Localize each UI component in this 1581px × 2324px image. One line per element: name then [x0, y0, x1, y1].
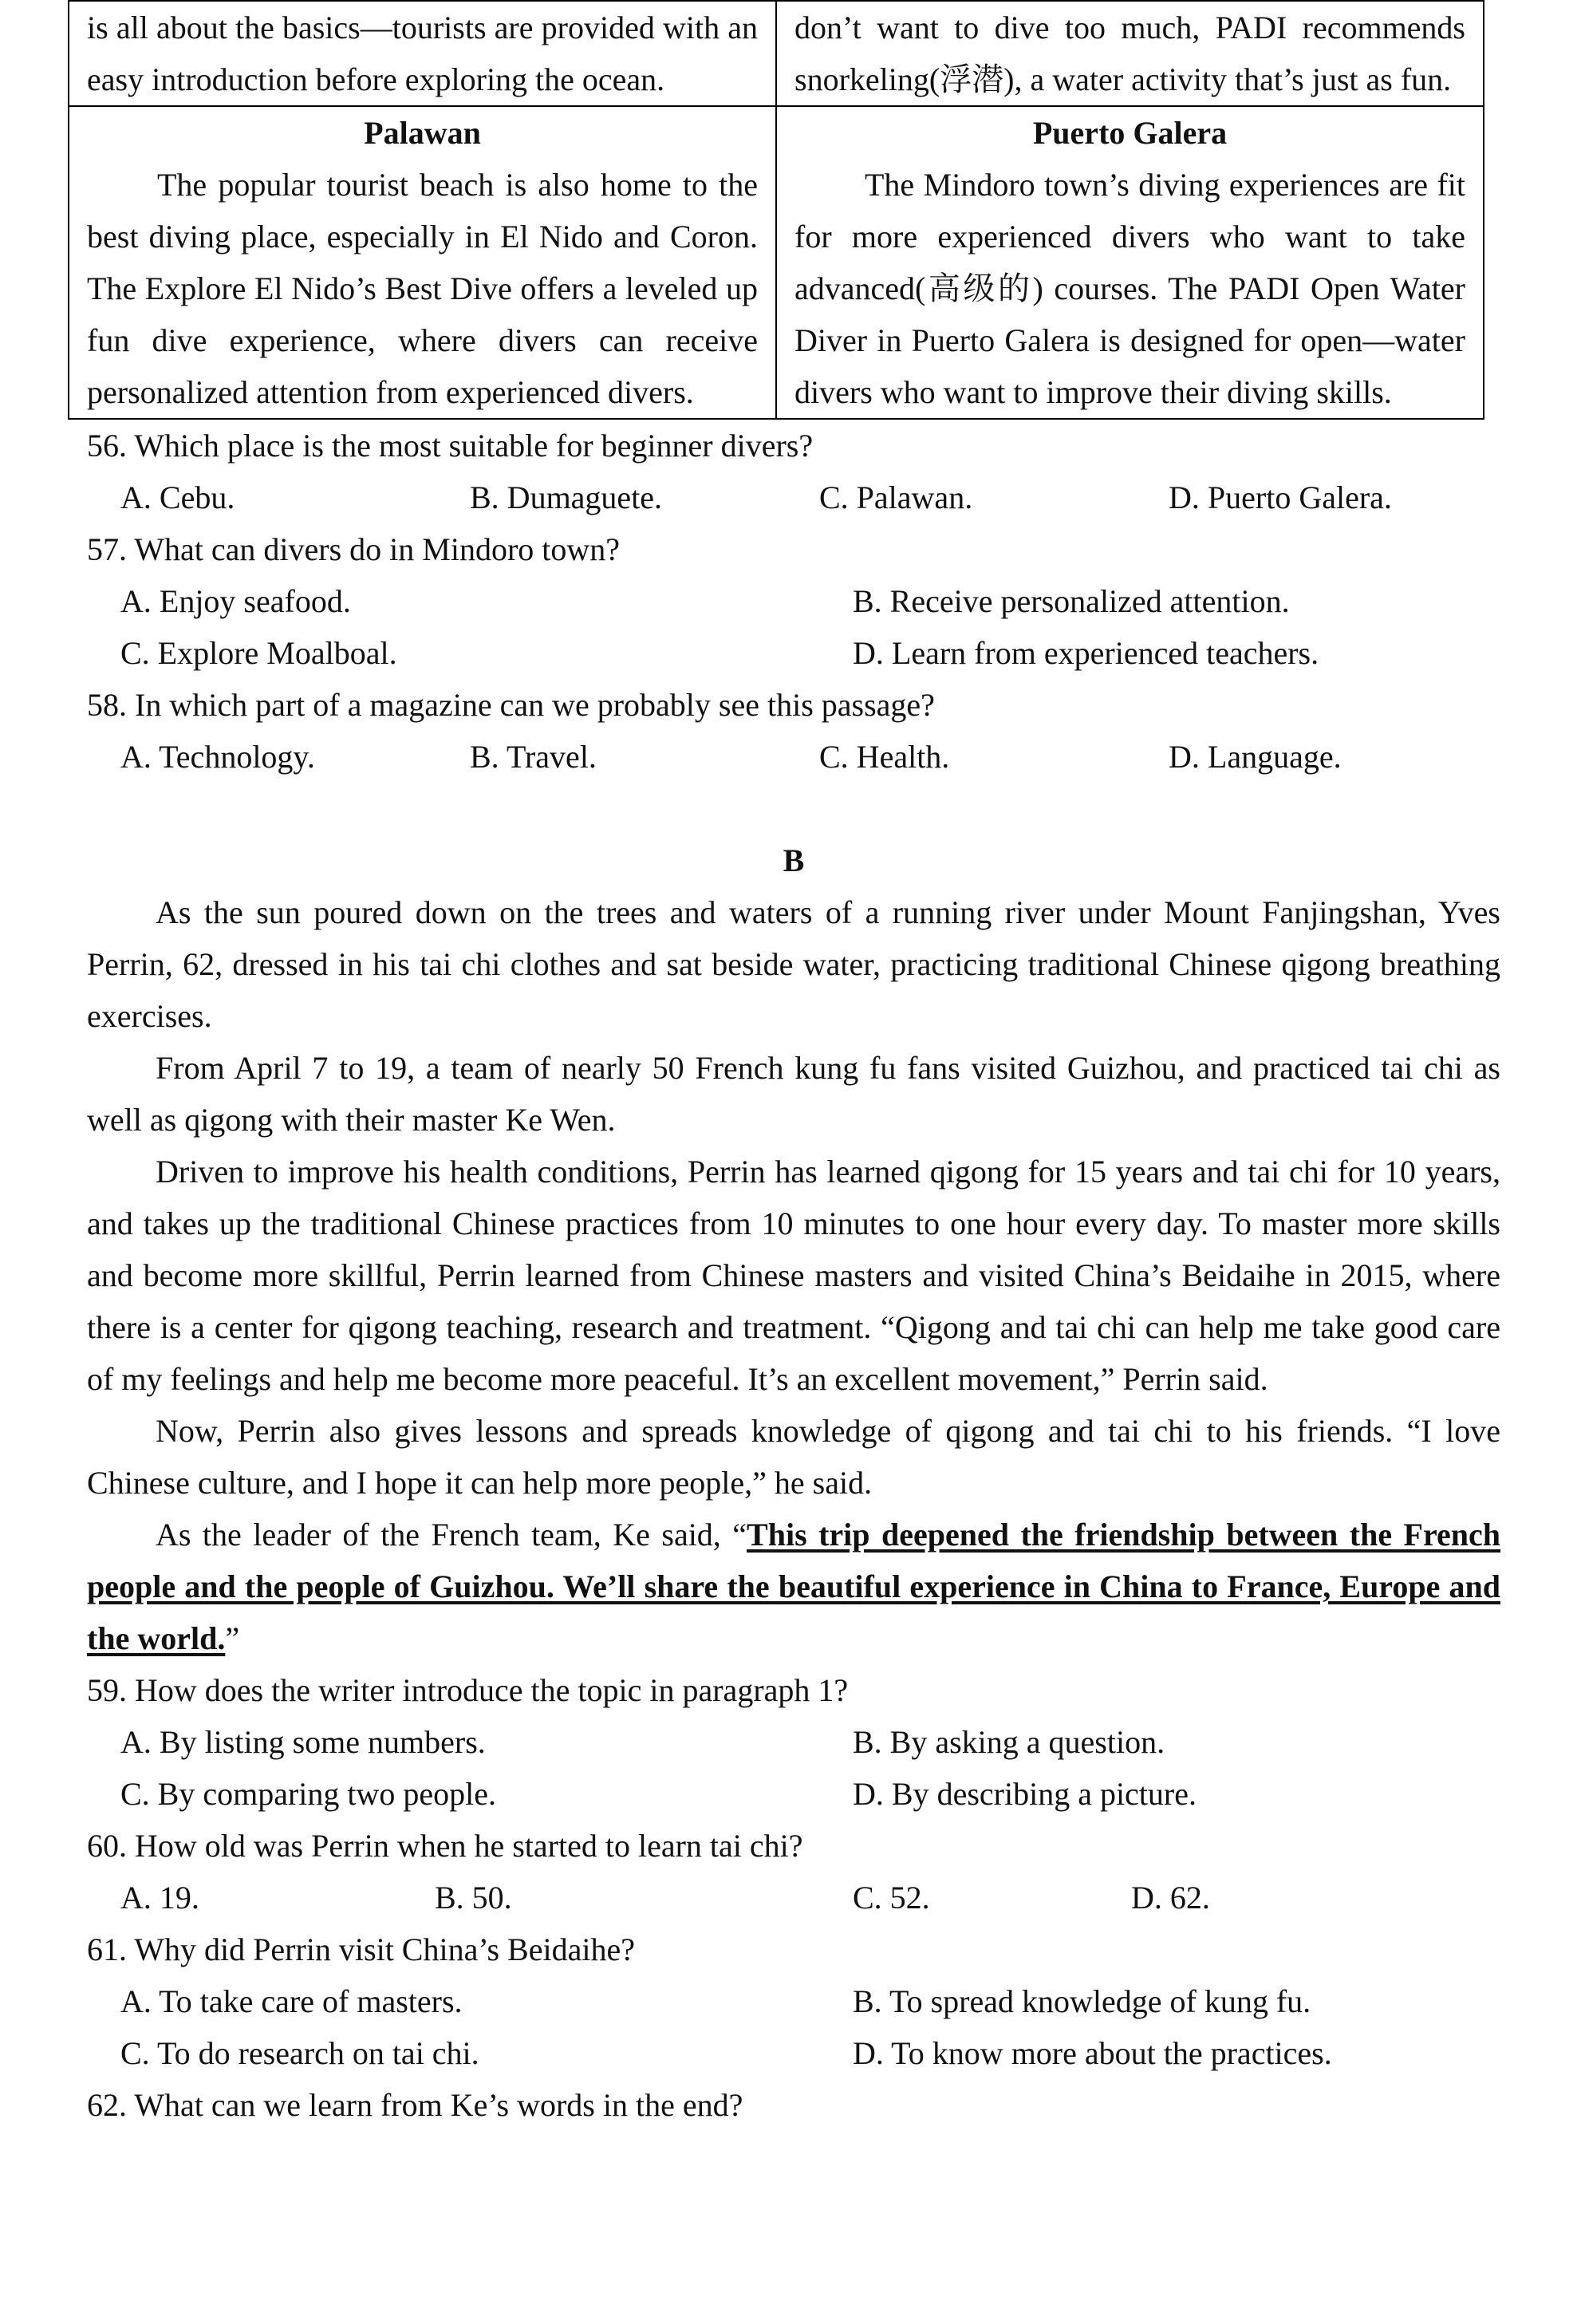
option-c: C. To do research on tai chi. [120, 2035, 479, 2071]
option-b: B. Receive personalized attention. [853, 583, 1290, 619]
option-b: B. Travel. [470, 739, 597, 775]
question-stem: 59. How does the writer introduce the topic in paragraph 1? [87, 1672, 849, 1708]
question-stem: 57. What can divers do in Mindoro town? [87, 531, 621, 567]
option-b: B. Dumaguete. [470, 479, 663, 515]
option-b: B. 50. [435, 1880, 512, 1916]
option-a: A. Cebu. [120, 479, 235, 515]
question-62 [68, 2079, 1520, 2131]
question-stem: 62. What can we learn from Ke’s words in the end? [87, 2087, 743, 2123]
option-d: D. Learn from experienced teachers. [853, 635, 1319, 671]
table-row [69, 1, 1484, 106]
table-cell-dumaguete-end: is all about the basics—tourists are provided with an easy introduction before exploring the ocean. [69, 1, 776, 106]
question-stem: 60. How old was Perrin when he started to learn tai chi? [87, 1828, 803, 1864]
options-row [68, 627, 1520, 679]
options-row [68, 731, 1520, 783]
question-61 [68, 1924, 1520, 2079]
options-row [68, 1872, 1520, 1924]
cell-title-palawan: Palawan [364, 115, 481, 151]
options-row [68, 1768, 1520, 1820]
option-b: B. By asking a question. [853, 1724, 1165, 1760]
options-row [68, 1975, 1520, 2027]
option-a: A. Technology. [120, 739, 315, 775]
option-a: A. By listing some numbers. [120, 1724, 486, 1760]
option-c: C. Palawan. [819, 479, 973, 515]
option-d: D. To know more about the practices. [853, 2035, 1332, 2071]
cell-title-puerto-galera: Puerto Galera [1032, 115, 1228, 151]
question-59 [68, 1664, 1520, 1820]
option-c: C. Health. [819, 739, 950, 775]
option-b: B. To spread knowledge of kung fu. [853, 1983, 1311, 2019]
question-stem: 61. Why did Perrin visit China’s Beidaihe? [87, 1931, 635, 1967]
option-d: D. 62. [1131, 1880, 1210, 1916]
table-cell-moalboal-end: don’t want to dive too much, PADI recommends snorkeling(浮潜), a water activity that’s just as fun. [776, 1, 1484, 106]
option-a: A. Enjoy seafood. [120, 583, 351, 619]
passage-paragraph-1: As the sun poured down on the trees and waters of a running river under Mount Fanjingshan, Yves Perrin, 62, dressed in his tai chi clothes and sat beside water, practicing traditional Chinese qigong breathing exercises. [87, 894, 1500, 1034]
option-c: C. 52. [853, 1880, 930, 1916]
question-60 [68, 1820, 1520, 1924]
cell-text-puerto-galera: The Mindoro town’s diving experiences are fit for more experienced divers who want to take advanced(高级的) courses. The PADI Open Water Diver in Puerto Galera is designed for open—water divers who want to improve their diving skills. [794, 167, 1465, 410]
underlined-quote: This trip deepened the friendship between the French people and the people of Guizhou. We’ll share the beautiful experience in China to France, Europe and the world. [87, 1517, 1500, 1656]
options-row [68, 472, 1520, 523]
table-row [69, 106, 1484, 419]
question-56 [68, 420, 1520, 523]
passage-paragraph-3: Driven to improve his health conditions, Perrin has learned qigong for 15 years and tai chi for 10 years, and takes up the traditional Chinese practices from 10 minutes to one hour every day. To master more skills and become more skillful, Perrin learned from Chinese masters and visited China’s Beidaihe in 2015, where there is a center for qigong teaching, research and treatment. “Qigong and tai chi can help me take good care of my feelings and help me become more peaceful. It’s an excellent movement,” Perrin said. [87, 1154, 1500, 1397]
paragraph-tail: ” [225, 1620, 240, 1656]
exam-page [68, 0, 1520, 2131]
section-b-title: B [783, 842, 805, 878]
question-57 [68, 523, 1520, 679]
options-row [68, 2027, 1520, 2079]
passage-paragraph-5 [68, 1509, 1520, 1664]
option-d: D. Language. [1169, 739, 1342, 775]
question-stem: 58. In which part of a magazine can we probably see this passage? [87, 687, 935, 723]
options-row [68, 1716, 1520, 1768]
options-row [68, 575, 1520, 627]
cell-text-palawan: The popular tourist beach is also home to the best diving place, especially in El Nido and Coron. The Explore El Nido’s Best Dive offers a leveled up fun dive experience, where divers can receive personalized attention from experienced divers. [87, 167, 758, 410]
diving-sites-table [68, 0, 1484, 420]
option-c: C. By comparing two people. [120, 1776, 497, 1812]
option-a: A. To take care of masters. [120, 1983, 463, 2019]
paragraph-lead: As the leader of the French team, Ke said, “ [156, 1517, 747, 1553]
table-cell-puerto-galera [776, 106, 1484, 419]
option-c: C. Explore Moalboal. [120, 635, 397, 671]
passage-paragraph-4: Now, Perrin also gives lessons and spreads knowledge of qigong and tai chi to his friends. “I love Chinese culture, and I hope it can help more people,” he said. [87, 1413, 1500, 1501]
option-d: D. Puerto Galera. [1169, 479, 1392, 515]
option-d: D. By describing a picture. [853, 1776, 1197, 1812]
question-58 [68, 679, 1520, 783]
table-cell-palawan [69, 106, 776, 419]
option-a: A. 19. [120, 1880, 199, 1916]
passage-paragraph-2: From April 7 to 19, a team of nearly 50 French kung fu fans visited Guizhou, and practiced tai chi as well as qigong with their master Ke Wen. [87, 1050, 1500, 1138]
passage-b [68, 886, 1520, 1664]
question-stem: 56. Which place is the most suitable for beginner divers? [87, 428, 814, 464]
